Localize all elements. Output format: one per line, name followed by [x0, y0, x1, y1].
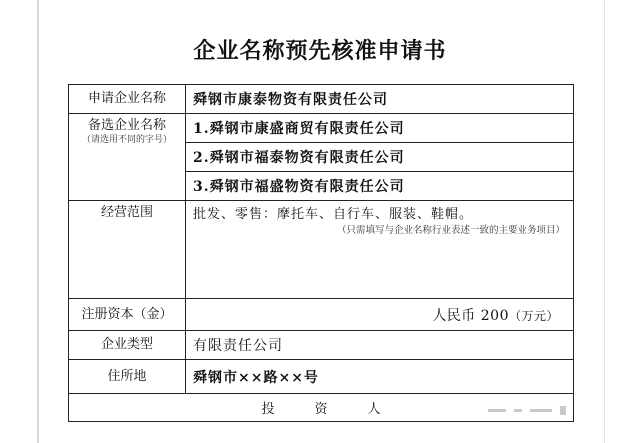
smudge-mark	[530, 409, 552, 412]
alternative-name-2: 2.舜钢市福泰物资有限责任公司	[186, 143, 574, 172]
alternatives-label-cell	[69, 114, 186, 201]
investor-char-1: 投	[261, 402, 275, 417]
capital-label: 注册资本（金）	[69, 299, 186, 331]
scope-label: 经营范围	[69, 201, 186, 299]
alternatives-sublabel: （请选用不同的字号）	[81, 135, 172, 145]
smudge-mark	[488, 409, 506, 412]
alternatives-label: 备选企业名称	[87, 118, 166, 133]
capital-row	[69, 299, 574, 331]
application-form-table	[68, 84, 574, 422]
alternative-row-1	[69, 114, 574, 143]
smudge-mark	[514, 409, 522, 412]
investor-char-2: 资	[314, 402, 328, 417]
company-type-value: 有限责任公司	[186, 331, 574, 360]
applicant-value: 舜钢市康泰物资有限责任公司	[186, 85, 574, 114]
alternative-name-1: 1.舜钢市康盛商贸有限责任公司	[186, 114, 574, 143]
investor-char-3: 人	[367, 402, 381, 417]
company-type-label: 企业类型	[69, 331, 186, 360]
applicant-label: 申请企业名称	[69, 85, 186, 114]
capital-cell	[186, 299, 574, 331]
scope-row	[69, 201, 574, 299]
address-row	[69, 360, 574, 394]
watermark-smudge	[488, 404, 578, 418]
page-left-edge	[37, 0, 39, 443]
scope-value: 批发、零售：摩托车、自行车、服装、鞋帽。	[193, 207, 474, 222]
page-right-edge	[604, 0, 605, 443]
document-title: 企业名称预先核准申请书	[193, 39, 447, 64]
applicant-row	[69, 85, 574, 114]
scope-note: （只需填写与企业名称行业表述一致的主要业务项目）	[336, 225, 565, 236]
smudge-mark	[560, 406, 566, 415]
company-type-row	[69, 331, 574, 360]
address-label: 住所地	[69, 360, 186, 394]
capital-unit: （万元）	[508, 308, 559, 323]
capital-value: 人民币 200	[432, 307, 509, 324]
alternative-name-3: 3.舜钢市福盛物资有限责任公司	[186, 172, 574, 201]
address-value: 舜钢市××路××号	[186, 360, 574, 394]
scope-cell	[186, 201, 574, 299]
